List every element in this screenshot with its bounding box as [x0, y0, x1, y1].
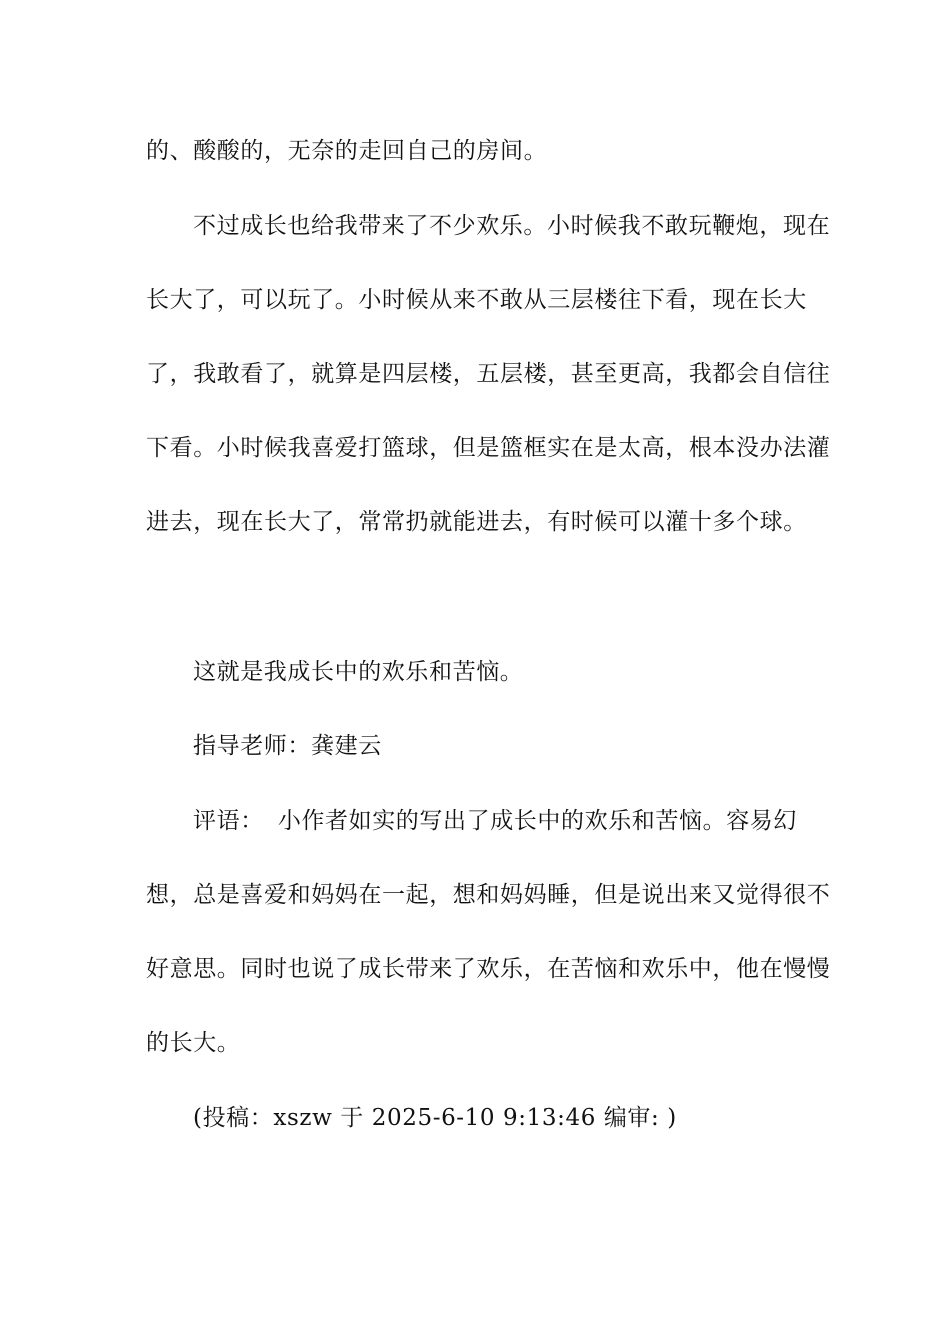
comment-label: 评语： [193, 808, 264, 834]
comment-paragraph [146, 784, 836, 1080]
comment-text: 小作者如实的写出了成长中的欢乐和苦恼。容易幻想，总是喜爱和妈妈在一起，想和妈妈睡，但是说出来又觉得很不好意思。同时也说了成长带来了欢乐，在苦恼和欢乐中，他在慢慢的长大。 [146, 808, 831, 1056]
paragraph-summary: 这就是我成长中的欢乐和苦恼。 [193, 659, 524, 685]
paragraph-joys: 不过成长也给我带来了不少欢乐。小时候我不敢玩鞭炮，现在长大了，可以玩了。小时候从来不敢从三层楼往下看，现在长大了，我敢看了，就算是四层楼，五层楼，甚至更高，我都会自信往下看。小时候我喜爱打篮球，但是篮框实在是太高，根本没办法灌进去，现在长大了，常常扔就能进去，有时候可以灌十多个球。 [146, 213, 831, 535]
submission-info: (投稿：xszw 于 2025-6-10 9:13:46 编审: ) [193, 1105, 677, 1131]
paragraph-continuation: 的、酸酸的，无奈的走回自己的房间。 [146, 138, 548, 164]
teacher-line: 指导老师：龚建云 [193, 733, 382, 759]
